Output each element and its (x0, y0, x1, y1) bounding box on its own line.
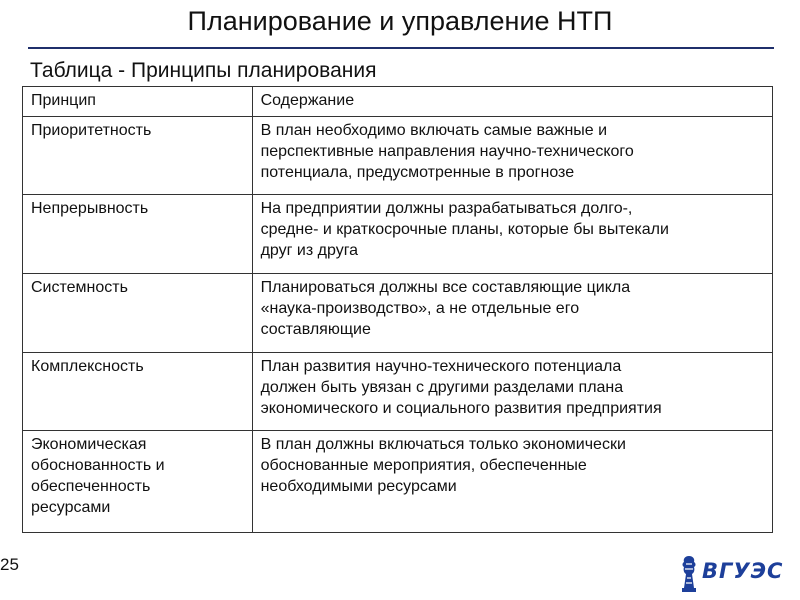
principle-cell (23, 195, 253, 274)
column-header-principle: Принцип (23, 87, 253, 117)
table-row (23, 431, 773, 533)
column-header-content: Содержание (252, 87, 772, 117)
principles-table (22, 86, 773, 533)
content-text: В план должны включаться только экономически обоснованные мероприятия, обеспеченные необходимыми ресурсами (260, 436, 626, 495)
table-header-row (23, 87, 773, 117)
university-emblem-icon (678, 554, 700, 594)
page-number: 25 (0, 555, 19, 574)
principle-cell (23, 431, 253, 533)
table-row (23, 195, 773, 274)
principle-text: Приоритетность (31, 122, 152, 139)
principle-text: Системность (31, 279, 128, 296)
title-divider (28, 47, 774, 49)
principle-text: Экономическая обоснованность и обеспеченность ресурсами (31, 436, 165, 516)
principle-text: Непрерывность (31, 200, 149, 217)
university-logo (678, 553, 784, 595)
logo-text: ВГУЭС (702, 559, 784, 583)
table-row (23, 353, 773, 431)
principle-cell (23, 117, 253, 195)
table-row (23, 274, 773, 353)
content-cell (252, 117, 772, 195)
content-text: В план необходимо включать самые важные и перспективные направления научно-технического потенциала, предусмотренные в прогнозе (260, 122, 634, 181)
content-cell (252, 353, 772, 431)
content-cell (252, 431, 772, 533)
content-text: Планироваться должны все составляющие цикла «наука-производство», а не отдельные его составляющие (260, 279, 631, 338)
content-cell (252, 274, 772, 353)
content-cell (252, 195, 772, 274)
principle-cell (23, 274, 253, 353)
content-text: План развития научно-технического потенциала должен быть увязан с другими разделами плана экономического и социального развития предприятия (260, 358, 662, 417)
principle-cell (23, 353, 253, 431)
content-text: На предприятии должны разрабатываться долго-, средне- и краткосрочные планы, которые бы вытекали друг из друга (260, 200, 669, 259)
table-caption: Таблица - Принципы планирования (30, 59, 377, 82)
principle-text: Комплексность (31, 358, 144, 375)
page-title: Планирование и управление НТП (187, 6, 613, 36)
table-row (23, 117, 773, 195)
